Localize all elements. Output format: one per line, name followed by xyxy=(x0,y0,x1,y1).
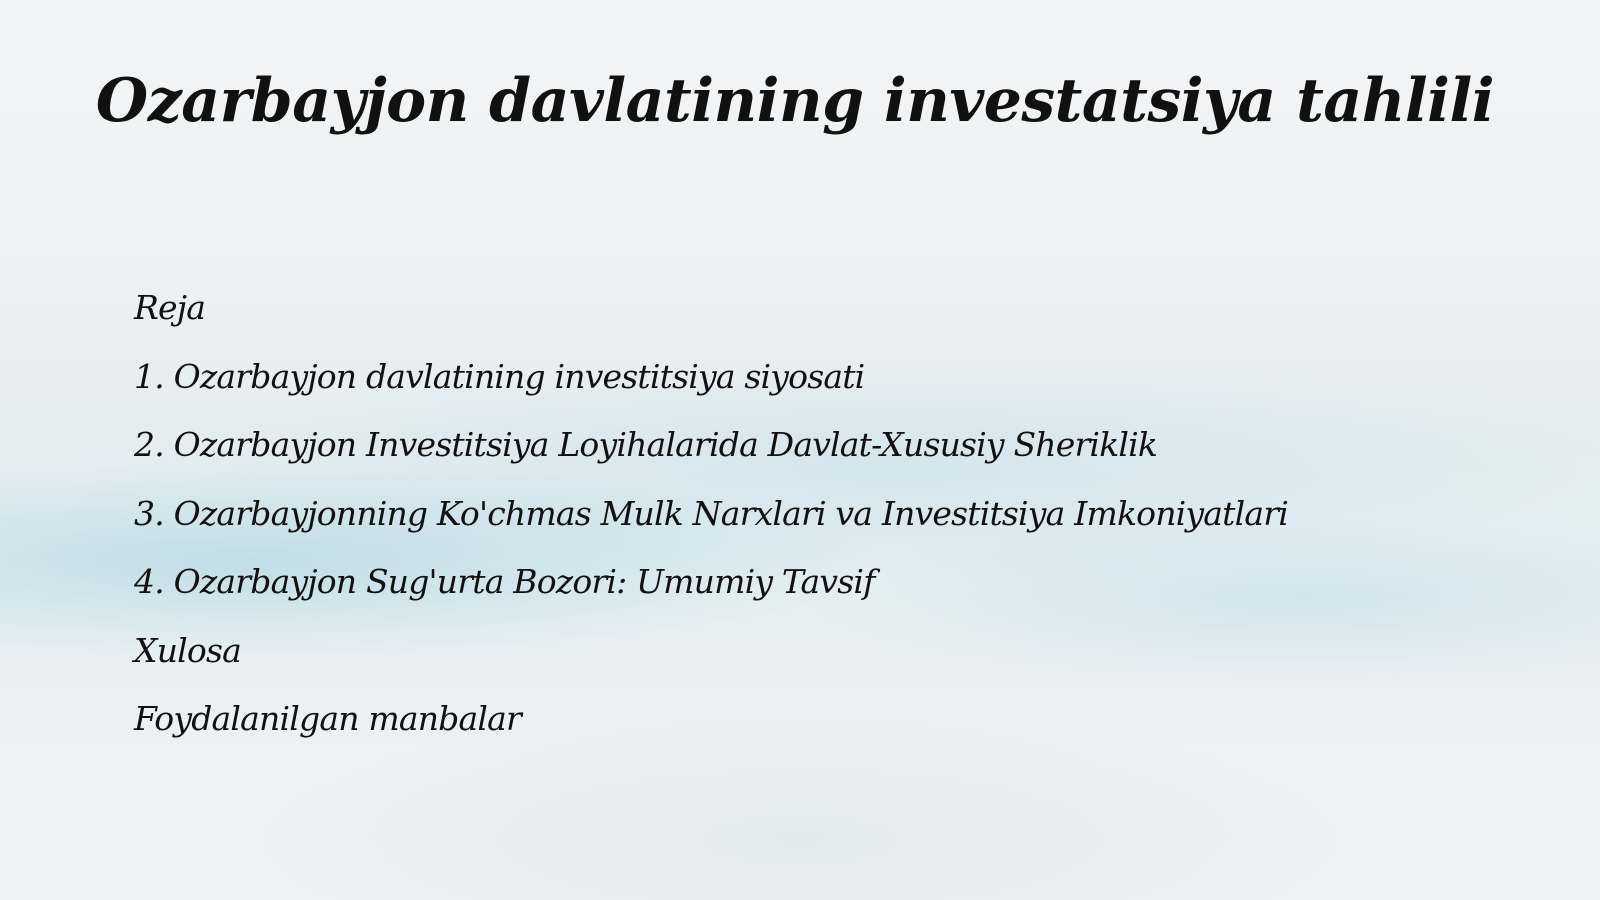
agenda-item-1: 1. Ozarbayjon davlatining investitsiya siyosati xyxy=(134,356,865,396)
agenda-item-sources: Foydalanilgan manbalar xyxy=(134,699,521,738)
agenda-list xyxy=(134,274,1288,754)
agenda-heading: Reja xyxy=(134,288,206,327)
agenda-item-4: 4. Ozarbayjon Sug'urta Bozori: Umumiy Tavsif xyxy=(134,562,875,601)
agenda-item-conclusion: Xulosa xyxy=(134,630,241,670)
slide-title: Ozarbayjon davlatining investatsiya tahlili xyxy=(95,66,1495,136)
agenda-item-3: 3. Ozarbayjonning Ko'chmas Mulk Narxlari va Investitsiya Imkoniyatlari xyxy=(134,493,1288,533)
agenda-item-2: 2. Ozarbayjon Investitsiya Loyihalarida Davlat-Xususiy Sheriklik xyxy=(134,425,1158,464)
